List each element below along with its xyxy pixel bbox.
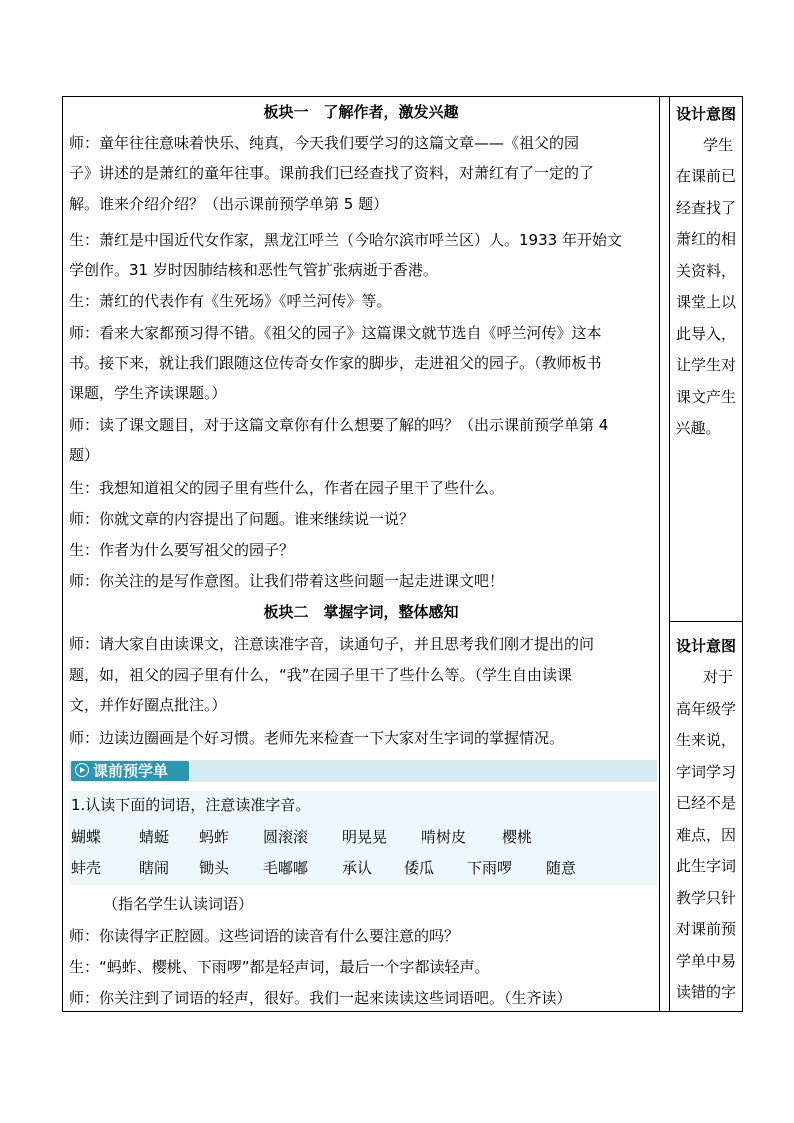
word-row-1 (69, 827, 657, 847)
exercise-label: 1.认读下面的词语，注意读准字音。 (71, 796, 311, 814)
section2-line: 题，如，祖父的园子里有什么，“我”在园子里干了些什么等。（学生自由读课 (69, 666, 573, 684)
design-intent-line: 关资料， (675, 262, 736, 280)
design-intent-line: 让学生对 (675, 356, 736, 374)
word-item: 蝴蝶 (71, 828, 102, 846)
word-item: 瞎闹 (139, 859, 170, 877)
section1-line: 学创作。31 岁时因肺结核和恶性气管扩张病逝于香港。 (69, 261, 438, 279)
badge-label: 课前预学单 (93, 762, 169, 780)
section1-line: 生：作者为什么要写祖父的园子？ (69, 541, 295, 559)
section2-line: 师：边读边圈画是个好习惯。老师先来检查一下大家对生字词的掌握情况。 (69, 729, 565, 747)
design-intent-line: 字词学习 (675, 763, 736, 781)
column-divider (659, 97, 660, 1011)
preview-sheet-banner (69, 760, 657, 782)
design-intent-line: 高年级学 (675, 700, 736, 718)
section1-line: 师：你就文章的内容提出了问题。谁来继续说一说？ (69, 510, 415, 528)
preview-sheet-badge (71, 761, 189, 781)
design-intent-line: 学单中易 (675, 952, 736, 970)
side-row-divider (669, 621, 743, 622)
word-item: 圆滚滚 (263, 828, 309, 846)
section2-line: 师：你关注到了词语的轻声，很好。我们一起来读读这些词语吧。（生齐读） (69, 989, 572, 1007)
section1-line: 师：看来大家都预习得不错。《祖父的园子》这篇课文就节选自《呼兰河传》这本 (69, 324, 602, 342)
word-item: 毛嘟嘟 (263, 859, 309, 877)
design-intent-title: 设计意图 (675, 105, 736, 123)
word-item: 锄头 (199, 859, 230, 877)
design-intent-line: 已经不是 (675, 794, 736, 812)
design-intent-line: 难点，因 (675, 826, 736, 844)
word-item: 蜻蜓 (139, 828, 170, 846)
section1-line: 题） (69, 446, 100, 464)
section2-line: 文，并作好圈点批注。） (69, 696, 227, 714)
design-intent-line: 学生 (702, 136, 733, 154)
section1-line: 师：童年往往意味着快乐、纯真，今天我们要学习的这篇文章——《祖父的园 (69, 134, 580, 152)
design-intent-title: 设计意图 (675, 637, 736, 655)
design-intent-line: 在课前已 (675, 167, 736, 185)
design-intent-line: 萧红的相 (675, 230, 736, 248)
word-row-2 (69, 858, 657, 878)
section1-title: 板块一 了解作者，激发兴趣 (263, 103, 459, 121)
word-item: 明晃晃 (342, 828, 388, 846)
word-item: 下雨啰 (467, 859, 513, 877)
section2-title: 板块二 掌握字词，整体感知 (263, 603, 459, 621)
design-intent-line: 对课前预 (675, 920, 736, 938)
word-item: 蚂蚱 (199, 828, 230, 846)
section1-line: 课题，学生齐读课题。） (69, 384, 227, 402)
design-intent-line: 读错的字 (675, 983, 736, 1001)
design-intent-line: 此导入， (675, 325, 736, 343)
design-intent-line: 兴趣。 (675, 419, 721, 437)
section2-line: 生：“蚂蚱、樱桃、下雨啰”都是轻声词，最后一个字都读轻声。 (69, 958, 490, 976)
word-item: 啃树皮 (421, 828, 467, 846)
section1-line: 生：我想知道祖父的园子里有些什么，作者在园子里干了些什么。 (69, 479, 505, 497)
section1-line: 师：读了课文题目，对于这篇文章你有什么想要了解的吗？（出示课前预学单第 4 (69, 416, 609, 434)
play-circle-icon (75, 763, 89, 777)
word-item: 随意 (546, 859, 577, 877)
section2-line: 师：你读得字正腔圆。这些词语的读音有什么要注意的吗？ (69, 927, 460, 945)
design-intent-line: 经查找了 (675, 199, 736, 217)
word-item: 倭瓜 (404, 859, 435, 877)
word-item: 蚌壳 (71, 859, 102, 877)
section1-line: 生：萧红的代表作有《生死场》《呼兰河传》等。 (69, 292, 392, 310)
word-item: 承认 (342, 859, 373, 877)
lesson-table (62, 96, 743, 1012)
section2-line: 师：请大家自由读课文，注意读准字音，读通句子，并且思考我们刚才提出的问 (69, 635, 595, 653)
design-intent-line: 课文产生 (675, 388, 736, 406)
section1-line: 书。接下来，就让我们跟随这位传奇女作家的脚步，走进祖父的园子。（教师板书 (69, 354, 602, 372)
exercise-box (69, 791, 657, 885)
section1-line: 子》讲述的是萧红的童年往事。课前我们已经查找了资料，对萧红有了一定的了 (69, 164, 595, 182)
section2-line: （指名学生认读词语） (103, 895, 254, 913)
design-intent-line: 此生字词 (675, 857, 736, 875)
section1-line: 解。谁来介绍介绍？（出示课前预学单第 5 题） (69, 195, 389, 213)
design-intent-line: 课堂上以 (675, 293, 736, 311)
word-item: 樱桃 (502, 828, 533, 846)
design-intent-line: 教学只针 (675, 889, 736, 907)
section1-line: 师：你关注的是写作意图。让我们带着这些问题一起走进课文吧！ (69, 572, 505, 590)
design-intent-line: 生来说， (675, 731, 736, 749)
section1-line: 生：萧红是中国近代女作家，黑龙江呼兰（今哈尔滨市呼兰区）人。1933 年开始文 (69, 231, 622, 249)
design-intent-line: 对于 (702, 668, 733, 686)
